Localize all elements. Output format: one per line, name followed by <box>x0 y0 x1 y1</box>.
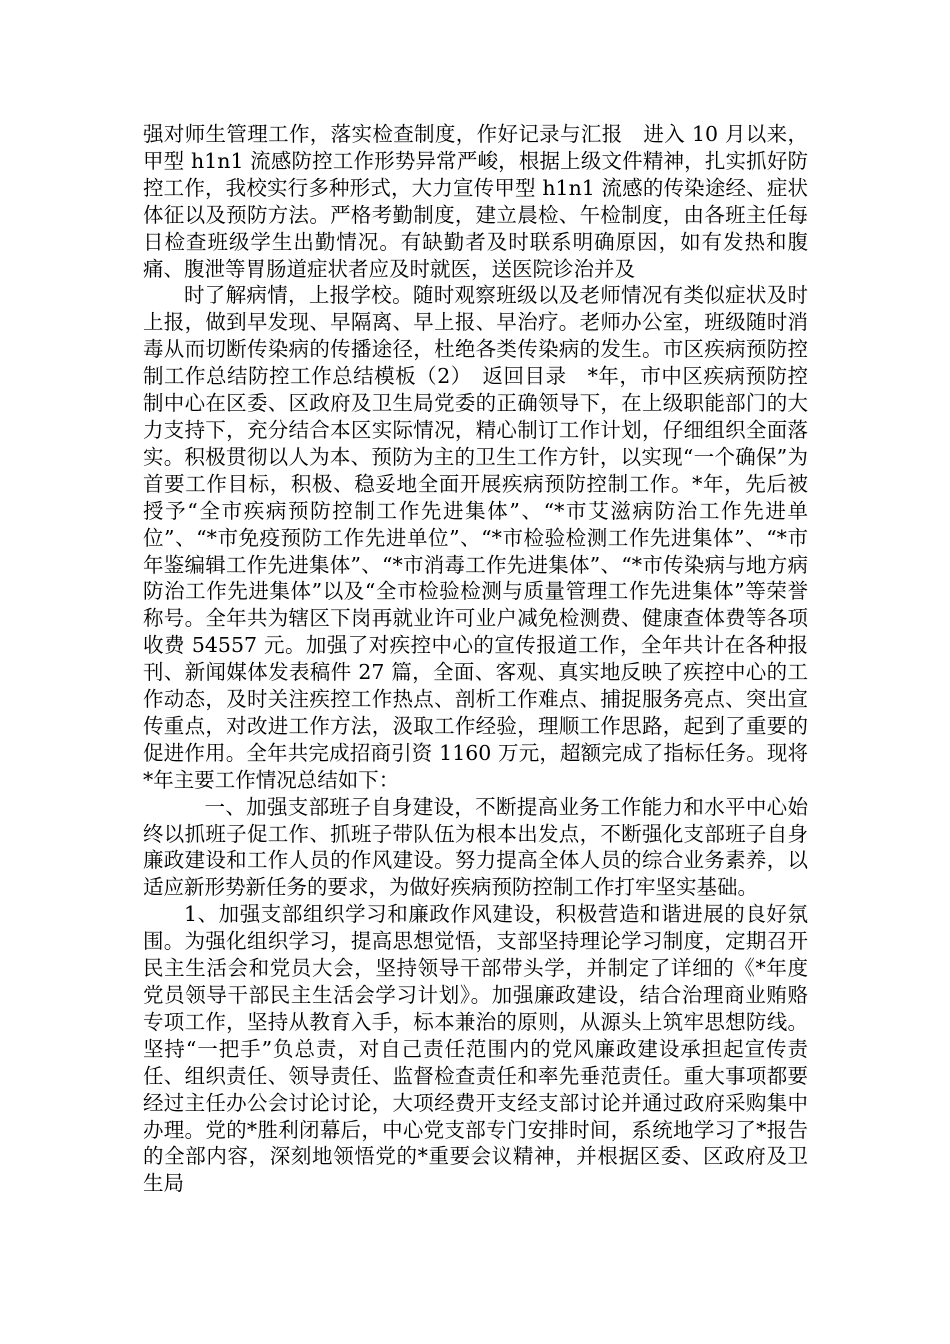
paragraph-4: 1、加强支部组织学习和廉政作风建设，积极营造和谐进展的良好氛围。为强化组织学习，提高思想觉悟，支部坚持理论学习制度，定期召开民主生活会和党员大会，坚持领导干部带头学，并制定了详细的《*年度党员领导干部民主生活会学习计划》。加强廉政建设，结合治理商业贿赂专项工作，坚持从教育入手，标本兼治的原则，从源头上筑牢思想防线。坚持“一把手”负总责，对自己责任范围内的党风廉政建设承担起宣传责任、组织责任、领导责任、监督检查责任和率先垂范责任。重大事项都要经过主任办公会讨论讨论，大项经费开支经支部讨论并通过政府采购集中办理。党的*胜利闭幕后，中心党支部专门安排时间，系统地学习了*报告的全部内容，深刻地领悟党的*重要会议精神，并根据区委、区政府及卫生局 <box>143 902 808 1196</box>
paragraph-2: 时了解病情，上报学校。随时观察班级以及老师情况有类似症状及时上报，做到早发现、早隔离、早上报、早治疗。老师办公室，班级随时消毒从而切断传染病的传播途径，杜绝各类传染病的发生。市区疾病预防控制工作总结防控工作总结模板（2） 返回目录 *年，市中区疾病预防控制中心在区委、区政府及卫生局党委的正确领导下，在上级职能部门的大力支持下，充分结合本区实际情况，精心制订工作计划，仔细组织全面落实。积极贯彻以人为本、预防为主的卫生工作方针，以实现“一个确保”为首要工作目标，积极、稳妥地全面开展疾病预防控制工作。*年，先后被授予“全市疾病预防控制工作先进集体”、“*市艾滋病防治工作先进单位”、“*市免疫预防工作先进单位”、“*市检验检测工作先进集体”、“*市年鉴编辑工作先进集体”、“*市消毒工作先进集体”、“*市传染病与地方病防治工作先进集体”以及“全市检验检测与质量管理工作先进集体”等荣誉称号。全年共为辖区下岗再就业许可业户减免检测费、健康查体费等各项收费 54557 元。加强了对疾控中心的宣传报道工作，全年共计在各种报刊、新闻媒体发表稿件 27 篇，全面、客观、真实地反映了疾控中心的工作动态，及时关注疾控工作热点、剖析工作难点、捕捉服务亮点、突出宣传重点，对改进工作方法，汲取工作经验，理顺工作思路，起到了重要的促进作用。全年共完成招商引资 1160 万元，超额完成了指标任务。现将*年主要工作情况总结如下： <box>143 283 808 792</box>
paragraph-1: 强对师生管理工作，落实检查制度，作好记录与汇报 进入 10 月以来，甲型 h1n1 流感防控工作形势异常严峻，根据上级文件精神，扎实抓好防控工作，我校实行多种形式，大力宣传甲型 h1n1 流感的传染途经、症状体征以及预防方法。严格考勤制度，建立晨检、午检制度，由各班主任每日检查班级学生出勤情况。有缺勤者及时联系明确原因，如有发热和腹痛、腹泄等胃肠道症状者应及时就医，送医院诊治并及 <box>143 122 808 281</box>
paragraph-3: 一、加强支部班子自身建设，不断提高业务工作能力和水平中心始终以抓班子促工作、抓班子带队伍为根本出发点，不断强化支部班子自身廉政建设和工作人员的作风建设。努力提高全体人员的综合业务素养，以适应新形势新任务的要求，为做好疾病预防控制工作打牢坚实基础。 <box>143 794 808 900</box>
document-body <box>143 121 808 1197</box>
